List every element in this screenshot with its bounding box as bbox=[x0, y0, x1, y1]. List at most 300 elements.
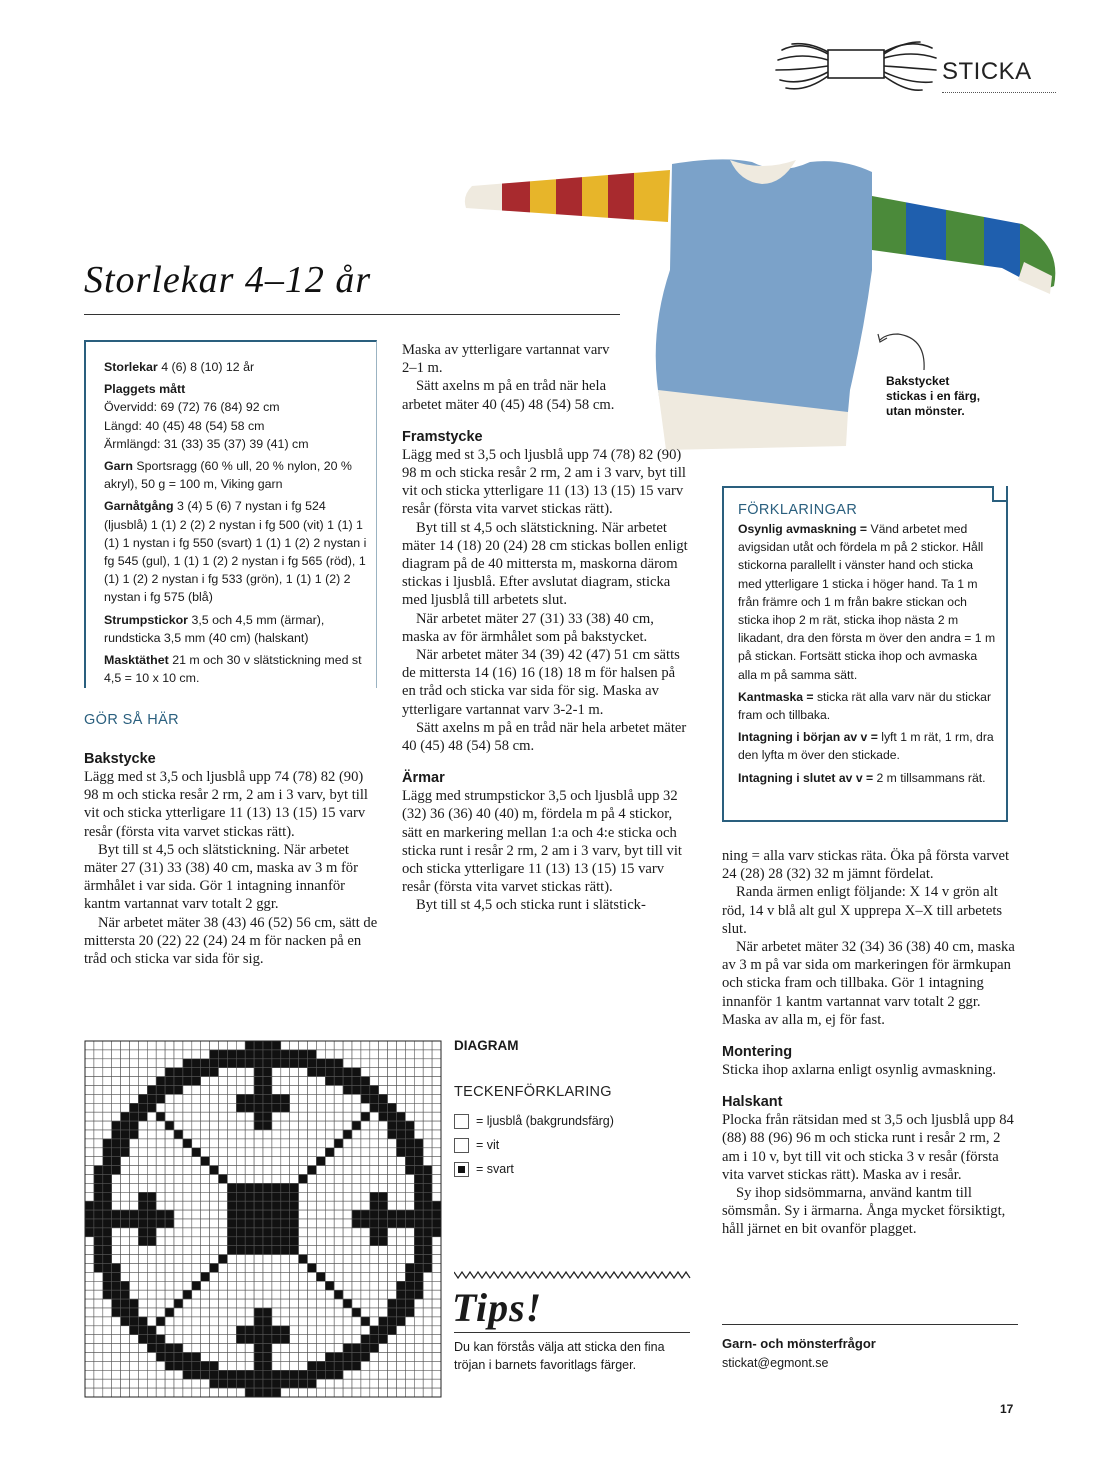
chart-cell bbox=[388, 1059, 397, 1068]
chart-cell bbox=[414, 1121, 423, 1130]
chart-cell bbox=[343, 1077, 352, 1086]
chart-cell bbox=[361, 1157, 370, 1166]
chart-cell bbox=[263, 1041, 272, 1050]
chart-cell bbox=[308, 1210, 317, 1219]
chart-cell bbox=[299, 1041, 308, 1050]
contact-email: stickat@egmont.se bbox=[722, 1356, 829, 1370]
chart-cell bbox=[290, 1077, 299, 1086]
chart-cell bbox=[361, 1059, 370, 1068]
chart-cell bbox=[263, 1068, 272, 1077]
chart-cell bbox=[156, 1183, 165, 1192]
chart-cell bbox=[130, 1103, 139, 1112]
chart-cell bbox=[272, 1299, 281, 1308]
chart-cell bbox=[299, 1228, 308, 1237]
fram-p4: När arbetet mäter 34 (39) 42 (47) 51 cm sätts de mittersta 14 (16) 16 (18) 18 m för halsen på en tråd och sticka var sida för sig. Maska av ytterligare vartannat varv 3-2-1 m. bbox=[402, 647, 680, 718]
chart-cell bbox=[245, 1130, 254, 1139]
chart-cell bbox=[263, 1157, 272, 1166]
chart-cell bbox=[370, 1308, 379, 1317]
chart-cell bbox=[405, 1148, 414, 1157]
chart-cell bbox=[138, 1130, 147, 1139]
chart-cell bbox=[263, 1379, 272, 1388]
chart-cell bbox=[94, 1264, 103, 1273]
hals-heading: Halskant bbox=[722, 1094, 783, 1111]
chart-cell bbox=[325, 1094, 334, 1103]
chart-cell bbox=[94, 1370, 103, 1379]
chart-cell bbox=[397, 1166, 406, 1175]
chart-cell bbox=[370, 1086, 379, 1095]
chart-cell bbox=[414, 1086, 423, 1095]
chart-cell bbox=[423, 1148, 432, 1157]
chart-cell bbox=[138, 1246, 147, 1255]
chart-cell bbox=[397, 1183, 406, 1192]
chart-cell bbox=[103, 1130, 112, 1139]
chart-cell bbox=[414, 1237, 423, 1246]
chart-cell bbox=[112, 1388, 121, 1397]
chart-cell bbox=[147, 1077, 156, 1086]
chart-cell bbox=[147, 1068, 156, 1077]
chart-cell bbox=[432, 1281, 441, 1290]
chart-cell bbox=[156, 1290, 165, 1299]
chart-cell bbox=[183, 1077, 192, 1086]
chart-cell bbox=[254, 1317, 263, 1326]
chart-cell bbox=[103, 1281, 112, 1290]
chart-cell bbox=[156, 1228, 165, 1237]
chart-cell bbox=[299, 1335, 308, 1344]
chart-cell bbox=[281, 1201, 290, 1210]
chart-cell bbox=[299, 1094, 308, 1103]
chart-cell bbox=[423, 1228, 432, 1237]
chart-cell bbox=[272, 1219, 281, 1228]
chart-cell bbox=[245, 1335, 254, 1344]
chart-cell bbox=[352, 1175, 361, 1184]
chart-cell bbox=[334, 1308, 343, 1317]
chart-cell bbox=[370, 1326, 379, 1335]
chart-cell bbox=[316, 1121, 325, 1130]
chart-cell bbox=[299, 1077, 308, 1086]
chart-cell bbox=[325, 1130, 334, 1139]
chart-cell bbox=[183, 1139, 192, 1148]
chart-cell bbox=[85, 1086, 94, 1095]
chart-cell bbox=[201, 1344, 210, 1353]
chart-cell bbox=[316, 1219, 325, 1228]
chart-cell bbox=[397, 1112, 406, 1121]
chart-cell bbox=[192, 1219, 201, 1228]
chart-cell bbox=[388, 1264, 397, 1273]
chart-cell bbox=[414, 1157, 423, 1166]
chart-cell bbox=[210, 1094, 219, 1103]
bak-p1: Lägg med st 3,5 och ljusblå upp 74 (78) 82 (90) 98 m och sticka resår 2 rm, 2 am i 3 varv, byt till vit och sticka ytterligare 11 (13) 13 (15) 15 varv resår (första vita varvet stickas rätt). bbox=[84, 769, 368, 840]
chart-cell bbox=[308, 1175, 317, 1184]
chart-cell bbox=[174, 1317, 183, 1326]
chart-cell bbox=[147, 1353, 156, 1362]
chart-cell bbox=[183, 1183, 192, 1192]
chart-cell bbox=[174, 1068, 183, 1077]
chart-cell bbox=[165, 1388, 174, 1397]
chart-cell bbox=[130, 1201, 139, 1210]
chart-cell bbox=[156, 1112, 165, 1121]
chart-cell bbox=[423, 1130, 432, 1139]
chart-cell bbox=[379, 1308, 388, 1317]
chart-cell bbox=[245, 1308, 254, 1317]
chart-cell bbox=[85, 1219, 94, 1228]
chart-cell bbox=[316, 1344, 325, 1353]
chart-cell bbox=[379, 1299, 388, 1308]
chart-cell bbox=[379, 1112, 388, 1121]
chart-cell bbox=[281, 1388, 290, 1397]
chart-cell bbox=[121, 1246, 130, 1255]
chart-cell bbox=[245, 1388, 254, 1397]
chart-cell bbox=[254, 1112, 263, 1121]
chart-cell bbox=[121, 1041, 130, 1050]
chart-cell bbox=[316, 1246, 325, 1255]
chart-cell bbox=[130, 1139, 139, 1148]
chart-cell bbox=[316, 1192, 325, 1201]
chart-cell bbox=[316, 1166, 325, 1175]
chart-cell bbox=[130, 1077, 139, 1086]
chart-cell bbox=[281, 1157, 290, 1166]
chart-cell bbox=[281, 1139, 290, 1148]
chart-cell bbox=[174, 1228, 183, 1237]
chart-cell bbox=[263, 1192, 272, 1201]
chart-cell bbox=[388, 1077, 397, 1086]
chart-cell bbox=[388, 1094, 397, 1103]
chart-cell bbox=[147, 1379, 156, 1388]
chart-cell bbox=[397, 1139, 406, 1148]
chart-cell bbox=[299, 1130, 308, 1139]
chart-cell bbox=[103, 1166, 112, 1175]
chart-cell bbox=[254, 1175, 263, 1184]
chart-cell bbox=[156, 1344, 165, 1353]
chart-cell bbox=[308, 1094, 317, 1103]
chart-cell bbox=[370, 1255, 379, 1264]
chart-cell bbox=[201, 1219, 210, 1228]
chart-cell bbox=[103, 1219, 112, 1228]
chart-cell bbox=[210, 1068, 219, 1077]
chart-cell bbox=[165, 1353, 174, 1362]
chart-cell bbox=[138, 1335, 147, 1344]
chart-cell bbox=[281, 1317, 290, 1326]
chart-cell bbox=[325, 1246, 334, 1255]
chart-cell bbox=[379, 1094, 388, 1103]
chart-cell bbox=[370, 1299, 379, 1308]
chart-cell bbox=[414, 1388, 423, 1397]
chart-cell bbox=[156, 1264, 165, 1273]
chart-cell bbox=[112, 1255, 121, 1264]
section-label: STICKA bbox=[942, 58, 1032, 85]
chart-cell bbox=[227, 1326, 236, 1335]
chart-cell bbox=[290, 1255, 299, 1264]
chart-cell bbox=[147, 1317, 156, 1326]
chart-cell bbox=[201, 1281, 210, 1290]
chart-cell bbox=[138, 1148, 147, 1157]
chart-cell bbox=[316, 1068, 325, 1077]
chart-cell bbox=[112, 1183, 121, 1192]
chart-cell bbox=[103, 1112, 112, 1121]
chart-cell bbox=[85, 1166, 94, 1175]
chart-cell bbox=[147, 1237, 156, 1246]
chart-cell bbox=[174, 1264, 183, 1273]
chart-cell bbox=[121, 1050, 130, 1059]
chart-cell bbox=[272, 1246, 281, 1255]
chart-cell bbox=[405, 1299, 414, 1308]
chart-cell bbox=[245, 1157, 254, 1166]
chart-cell bbox=[121, 1103, 130, 1112]
chart-cell bbox=[272, 1201, 281, 1210]
chart-cell bbox=[272, 1175, 281, 1184]
chart-cell bbox=[370, 1388, 379, 1397]
chart-cell bbox=[245, 1228, 254, 1237]
chart-cell bbox=[103, 1210, 112, 1219]
chart-cell bbox=[290, 1103, 299, 1112]
chart-cell bbox=[316, 1308, 325, 1317]
chart-cell bbox=[94, 1299, 103, 1308]
chart-cell bbox=[192, 1370, 201, 1379]
chart-cell bbox=[174, 1272, 183, 1281]
chart-cell bbox=[334, 1059, 343, 1068]
chart-cell bbox=[94, 1148, 103, 1157]
chart-cell bbox=[405, 1353, 414, 1362]
chart-cell bbox=[219, 1139, 228, 1148]
chart-cell bbox=[423, 1041, 432, 1050]
legend-list bbox=[454, 1110, 614, 1180]
chart-cell bbox=[156, 1068, 165, 1077]
chart-cell bbox=[130, 1059, 139, 1068]
chart-cell bbox=[299, 1299, 308, 1308]
chart-cell bbox=[281, 1059, 290, 1068]
chart-cell bbox=[272, 1326, 281, 1335]
chart-cell bbox=[308, 1112, 317, 1121]
chart-cell bbox=[290, 1344, 299, 1353]
chart-cell bbox=[112, 1290, 121, 1299]
chart-cell bbox=[414, 1379, 423, 1388]
chart-cell bbox=[94, 1210, 103, 1219]
chart-cell bbox=[352, 1210, 361, 1219]
chart-cell bbox=[414, 1139, 423, 1148]
chart-cell bbox=[236, 1112, 245, 1121]
chart-cell bbox=[343, 1068, 352, 1077]
chart-cell bbox=[138, 1228, 147, 1237]
chart-cell bbox=[130, 1335, 139, 1344]
chart-cell bbox=[405, 1175, 414, 1184]
chart-cell bbox=[210, 1388, 219, 1397]
chart-cell bbox=[94, 1237, 103, 1246]
chart-cell bbox=[343, 1299, 352, 1308]
chart-cell bbox=[121, 1370, 130, 1379]
chart-cell bbox=[210, 1175, 219, 1184]
chart-cell bbox=[156, 1077, 165, 1086]
chart-cell bbox=[281, 1281, 290, 1290]
chart-cell bbox=[290, 1157, 299, 1166]
chart-cell bbox=[361, 1388, 370, 1397]
chart-cell bbox=[94, 1361, 103, 1370]
chart-cell bbox=[423, 1344, 432, 1353]
chart-cell bbox=[423, 1059, 432, 1068]
chart-cell bbox=[432, 1228, 441, 1237]
chart-cell bbox=[370, 1344, 379, 1353]
chart-cell bbox=[414, 1264, 423, 1273]
chart-cell bbox=[272, 1086, 281, 1095]
diagram-heading: DIAGRAM bbox=[454, 1038, 519, 1053]
chart-cell bbox=[156, 1326, 165, 1335]
chart-cell bbox=[112, 1166, 121, 1175]
chart-cell bbox=[423, 1353, 432, 1362]
chart-cell bbox=[147, 1148, 156, 1157]
chart-cell bbox=[138, 1041, 147, 1050]
chart-cell bbox=[130, 1121, 139, 1130]
chart-cell bbox=[165, 1192, 174, 1201]
chart-cell bbox=[423, 1157, 432, 1166]
chart-cell bbox=[210, 1379, 219, 1388]
chart-cell bbox=[112, 1103, 121, 1112]
chart-cell bbox=[254, 1094, 263, 1103]
chart-cell bbox=[210, 1086, 219, 1095]
chart-cell bbox=[272, 1353, 281, 1362]
chart-cell bbox=[290, 1281, 299, 1290]
chart-cell bbox=[325, 1317, 334, 1326]
chart-cell bbox=[112, 1353, 121, 1362]
chart-cell bbox=[272, 1130, 281, 1139]
chart-cell bbox=[397, 1281, 406, 1290]
chart-cell bbox=[343, 1228, 352, 1237]
chart-cell bbox=[245, 1290, 254, 1299]
chart-cell bbox=[308, 1228, 317, 1237]
chart-cell bbox=[192, 1041, 201, 1050]
chart-cell bbox=[379, 1290, 388, 1299]
chart-cell bbox=[316, 1353, 325, 1362]
chart-cell bbox=[227, 1175, 236, 1184]
chart-cell bbox=[103, 1059, 112, 1068]
chart-cell bbox=[272, 1317, 281, 1326]
chart-cell bbox=[254, 1290, 263, 1299]
chart-cell bbox=[423, 1335, 432, 1344]
chart-cell bbox=[379, 1228, 388, 1237]
chart-cell bbox=[370, 1121, 379, 1130]
chart-cell bbox=[405, 1281, 414, 1290]
chart-cell bbox=[85, 1068, 94, 1077]
chart-cell bbox=[147, 1201, 156, 1210]
chart-cell bbox=[210, 1264, 219, 1273]
chart-cell bbox=[174, 1290, 183, 1299]
chart-cell bbox=[174, 1326, 183, 1335]
chart-cell bbox=[130, 1183, 139, 1192]
chart-cell bbox=[281, 1353, 290, 1362]
chart-cell bbox=[121, 1379, 130, 1388]
chart-cell bbox=[85, 1041, 94, 1050]
chart-cell bbox=[316, 1255, 325, 1264]
chart-cell bbox=[432, 1335, 441, 1344]
chart-cell bbox=[201, 1183, 210, 1192]
chart-cell bbox=[103, 1335, 112, 1344]
chart-cell bbox=[236, 1361, 245, 1370]
chart-cell bbox=[236, 1130, 245, 1139]
chart-cell bbox=[227, 1121, 236, 1130]
chart-cell bbox=[272, 1094, 281, 1103]
chart-cell bbox=[210, 1112, 219, 1121]
chart-cell bbox=[236, 1103, 245, 1112]
term-3: Intagning i början av v = lyft 1 m rät, 1 rm, dra den lyfta m över den stickade. bbox=[738, 730, 994, 763]
chart-cell bbox=[201, 1201, 210, 1210]
mont-p: Sticka ihop axlarna enligt osynlig avmaskning. bbox=[722, 1062, 996, 1079]
chart-cell bbox=[423, 1370, 432, 1379]
chart-cell bbox=[94, 1317, 103, 1326]
chart-cell bbox=[183, 1041, 192, 1050]
chart-cell bbox=[263, 1299, 272, 1308]
chart-cell bbox=[379, 1139, 388, 1148]
chart-cell bbox=[156, 1379, 165, 1388]
chart-cell bbox=[352, 1041, 361, 1050]
chart-cell bbox=[352, 1379, 361, 1388]
chart-cell bbox=[379, 1183, 388, 1192]
chart-cell bbox=[174, 1077, 183, 1086]
chart-cell bbox=[210, 1059, 219, 1068]
chart-cell bbox=[334, 1272, 343, 1281]
chart-cell bbox=[236, 1086, 245, 1095]
chart-cell bbox=[165, 1344, 174, 1353]
chart-cell bbox=[423, 1201, 432, 1210]
chart-cell bbox=[138, 1050, 147, 1059]
chart-cell bbox=[219, 1112, 228, 1121]
chart-cell bbox=[343, 1317, 352, 1326]
chart-cell bbox=[316, 1183, 325, 1192]
chart-cell bbox=[103, 1148, 112, 1157]
chart-cell bbox=[379, 1148, 388, 1157]
chart-cell bbox=[219, 1237, 228, 1246]
chart-cell bbox=[236, 1068, 245, 1077]
chart-cell bbox=[281, 1299, 290, 1308]
chart-cell bbox=[236, 1308, 245, 1317]
chart-cell bbox=[308, 1086, 317, 1095]
chart-cell bbox=[352, 1086, 361, 1095]
chart-cell bbox=[236, 1344, 245, 1353]
chart-cell bbox=[103, 1041, 112, 1050]
chart-cell bbox=[352, 1219, 361, 1228]
chart-cell bbox=[254, 1255, 263, 1264]
chart-cell bbox=[183, 1335, 192, 1344]
chart-cell bbox=[156, 1059, 165, 1068]
chart-cell bbox=[388, 1157, 397, 1166]
chart-cell bbox=[210, 1210, 219, 1219]
chart-cell bbox=[147, 1121, 156, 1130]
spec-gauge: Masktäthet 21 m och 30 v slätstickning med st 4,5 = 10 x 10 cm. bbox=[104, 653, 362, 686]
chart-cell bbox=[352, 1157, 361, 1166]
chart-cell bbox=[85, 1210, 94, 1219]
chart-cell bbox=[192, 1192, 201, 1201]
chart-cell bbox=[343, 1308, 352, 1317]
chart-cell bbox=[227, 1219, 236, 1228]
chart-cell bbox=[388, 1272, 397, 1281]
chart-cell bbox=[227, 1192, 236, 1201]
chart-cell bbox=[103, 1050, 112, 1059]
chart-cell bbox=[227, 1335, 236, 1344]
chart-cell bbox=[370, 1379, 379, 1388]
chart-cell bbox=[397, 1246, 406, 1255]
chart-cell bbox=[308, 1130, 317, 1139]
chart-cell bbox=[352, 1299, 361, 1308]
armar-p1: Lägg med strumpstickor 3,5 och ljusblå upp 32 (32) 36 (36) 40 (40) m, fördela m på 4 stickor, sätt en markering mellan 1:a och 4:e sticka och sticka runt i resår 2 rm, 2 am i 3 varv, byt till vit och sticka ytterligare 11 (13) 13 (15) 15 varv resår (första vita varvet stickas rätt). bbox=[402, 788, 682, 896]
chart-cell bbox=[94, 1059, 103, 1068]
chart-cell bbox=[94, 1121, 103, 1130]
chart-cell bbox=[397, 1210, 406, 1219]
chart-cell bbox=[414, 1308, 423, 1317]
chart-cell bbox=[397, 1094, 406, 1103]
chart-cell bbox=[112, 1370, 121, 1379]
chart-cell bbox=[361, 1068, 370, 1077]
chart-cell bbox=[263, 1148, 272, 1157]
chart-cell bbox=[227, 1370, 236, 1379]
chart-cell bbox=[85, 1175, 94, 1184]
chart-cell bbox=[281, 1237, 290, 1246]
chart-cell bbox=[130, 1148, 139, 1157]
